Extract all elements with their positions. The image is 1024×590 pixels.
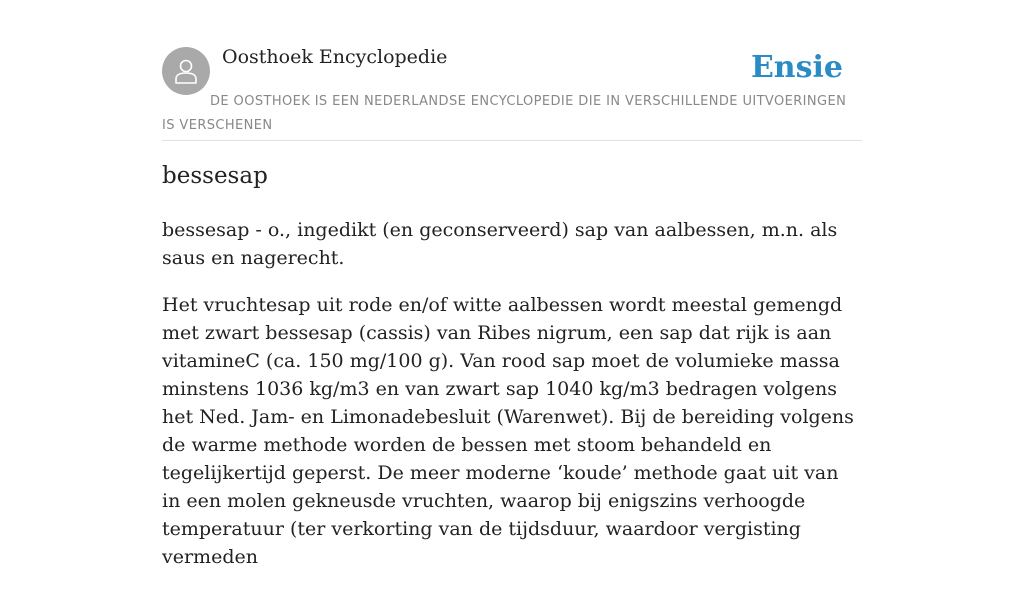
- site-tagline: DE OOSTHOEK IS EEN NEDERLANDSE ENCYCLOPEDIE DIE IN VERSCHILLENDE UITVOERINGEN IS VERSCHENEN: [162, 94, 847, 133]
- page-title: bessesap: [162, 163, 268, 189]
- page-container: [162, 0, 862, 568]
- avatar[interactable]: [162, 47, 210, 95]
- site-title-link[interactable]: Oosthoek Encyclopedie: [222, 46, 448, 68]
- article-body: [162, 216, 862, 590]
- user-icon: [171, 56, 201, 86]
- description-paragraph: Het vruchtesap uit rode en/of witte aalbessen wordt meestal gemengd met zwart bessesap (cassis) van Ribes nigrum, een sap dat rijk is aan vitamineC (ca. 150 mg/100 g). Van rood sap moet de volumieke massa minstens 1036 kg/m3 en van zwart sap 1040 kg/m3 bedragen volgens het Ned. Jam- en Limonadebesluit (Warenwet). Bij de bereiding volgens de warme methode worden de bessen met stoom behandeld en tegelijkertijd geperst. De meer moderne ‘koude’ methode gaat uit van in een molen gekneusde vruchten, waarop bij enigszins verhoogde temperatuur (ter verkorting van de tijdsduur, waardoor vergisting vermeden: [162, 294, 854, 568]
- brand-logo-link[interactable]: Ensie: [750, 50, 843, 85]
- definition-paragraph: bessesap - o., ingedikt (en geconserveerd) sap van aalbessen, m.n. als saus en nagerecht.: [162, 219, 838, 269]
- header: [162, 0, 862, 141]
